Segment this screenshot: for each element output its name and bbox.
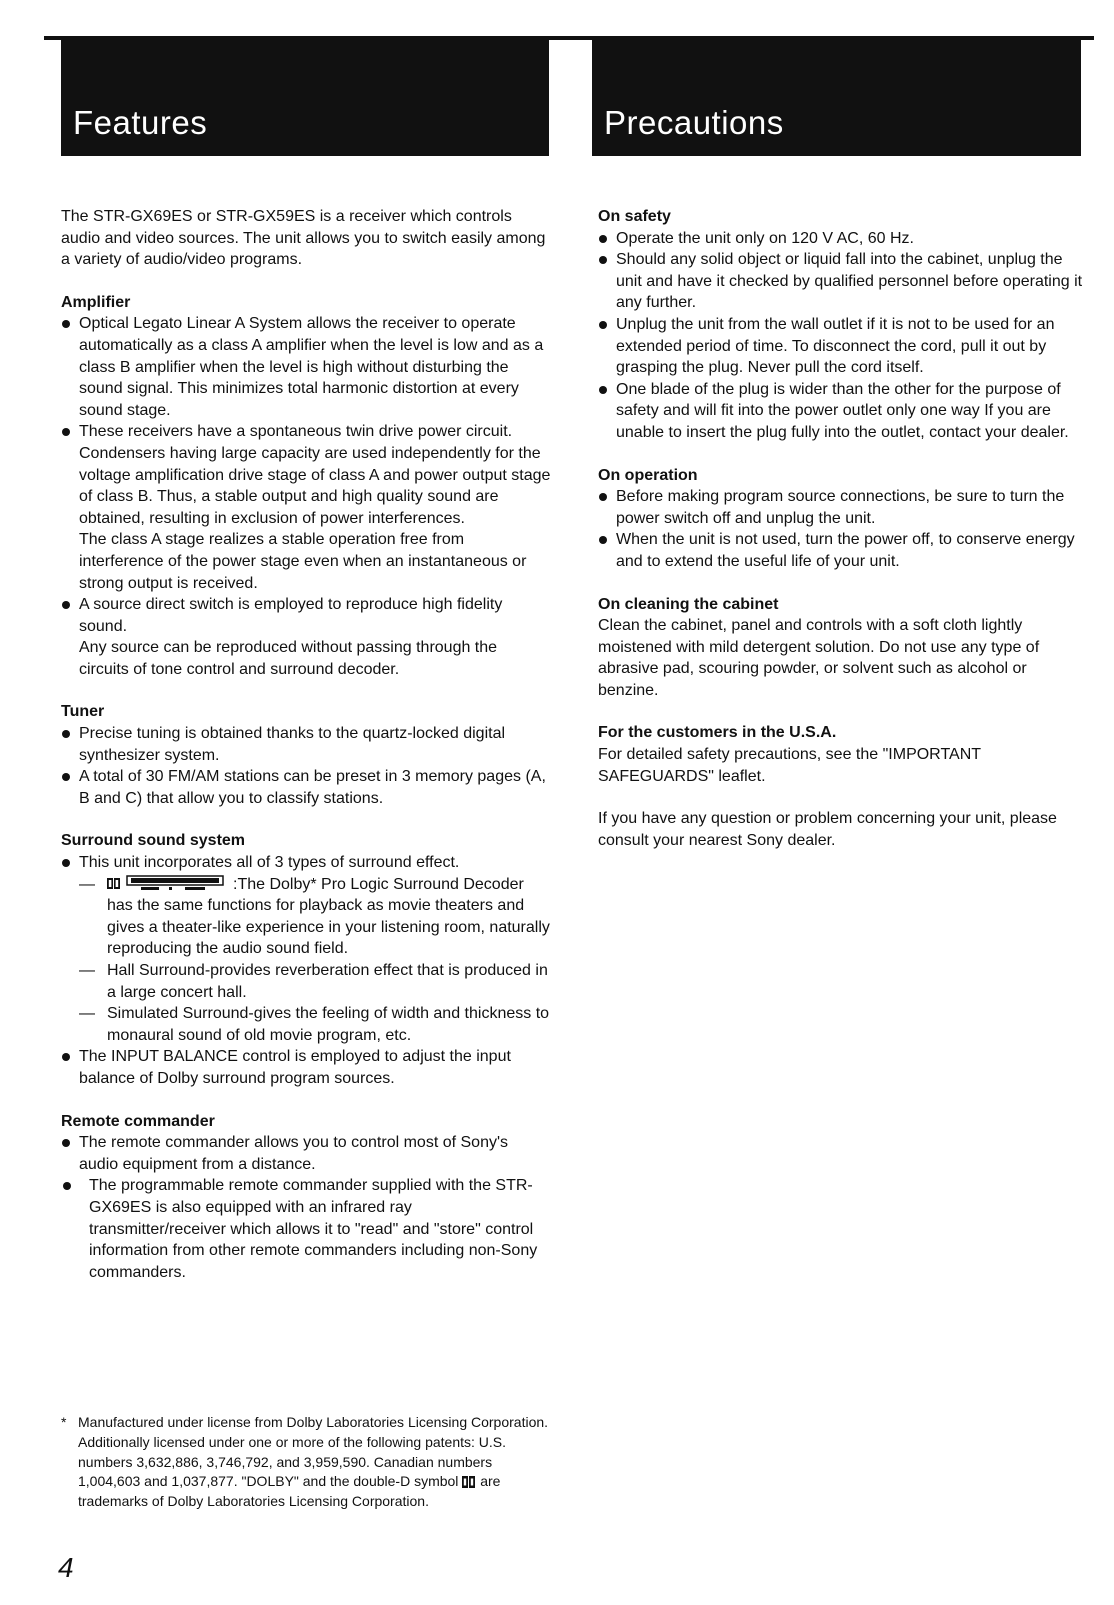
- surround-list-2: [61, 1046, 551, 1089]
- bullet-icon: [62, 428, 70, 436]
- features-intro: The STR-GX69ES or STR-GX59ES is a receiver which controls audio and video sources. The unit allows you to switch easily among a variety of audio/video programs.: [61, 208, 546, 269]
- safety-list: [598, 228, 1088, 444]
- bullet-icon: [62, 601, 70, 609]
- list-item-text: Operate the unit only on 120 V AC, 60 Hz.: [616, 229, 914, 247]
- list-item: [598, 314, 1088, 379]
- double-d-icon: [462, 1476, 476, 1488]
- footnote-text-end: are trademarks of Dolby Laboratories Licensing Corporation.: [78, 1473, 501, 1510]
- list-item-text: When the unit is not used, turn the power off, to conserve energy and to extend the useful life of your unit.: [616, 531, 1075, 570]
- safety-heading: On safety: [598, 208, 671, 225]
- bullet-icon: [62, 773, 70, 781]
- bullet-icon: [62, 859, 70, 867]
- list-item: [61, 1175, 551, 1283]
- surround-list: [61, 852, 551, 874]
- safety-section: [598, 206, 1088, 444]
- precautions-column: [598, 206, 1088, 851]
- bullet-icon: [599, 235, 607, 243]
- usa-heading: For the customers in the U.S.A.: [598, 724, 837, 742]
- dash-mark: —: [79, 875, 95, 893]
- list-item: [598, 249, 1088, 314]
- precautions-title: Precautions: [604, 104, 784, 141]
- amplifier-list: [61, 313, 551, 680]
- operation-heading: On operation: [598, 466, 698, 484]
- tuner-heading: Tuner: [61, 703, 105, 721]
- bullet-icon: [62, 320, 70, 328]
- list-item-text: One blade of the plug is wider than the other for the purpose of safety and will fit into the power outlet only one way If you are unable to insert the plug fully into the outlet, contact your dealer.: [616, 380, 1069, 441]
- list-item-text: Should any solid object or liquid fall into the cabinet, unplug the unit and have it checked by qualified personnel before operating it any further.: [616, 251, 1083, 312]
- footnote-star: *: [61, 1414, 67, 1430]
- list-item: [61, 1046, 551, 1089]
- list-item: [598, 379, 1088, 444]
- list-item-text: The programmable remote commander supplied with the STR-GX69ES is also equipped with an infrared ray transmitter/receiver which allows it to "read" and "store" control information from other remote commanders including non-Sony commanders.: [89, 1177, 538, 1281]
- list-item: [61, 313, 551, 421]
- dash-item: [61, 960, 551, 1003]
- list-item: [61, 723, 551, 766]
- list-item: [61, 594, 551, 680]
- tuner-list: [61, 723, 551, 809]
- bullet-icon: [599, 536, 607, 544]
- usa-text: For detailed safety precautions, see the "IMPORTANT SAFEGUARDS" leaflet.: [598, 746, 981, 785]
- bullet-icon: [62, 1139, 70, 1147]
- cleaning-text: Clean the cabinet, panel and controls with a soft cloth lightly moistened with mild detergent solution. Do not use any type of abrasive pad, scouring powder, or solvent such as alcohol or benzine.: [598, 617, 1040, 699]
- bullet-icon: [62, 1053, 70, 1061]
- dolby-surround-pro-logic-logo: [107, 874, 229, 894]
- dash-item: [61, 874, 551, 960]
- list-item: [61, 1132, 551, 1175]
- list-item-text: This unit incorporates all of 3 types of surround effect.: [79, 854, 460, 872]
- closing-section: [598, 808, 1088, 851]
- remote-heading: Remote commander: [61, 1112, 215, 1130]
- amplifier-section: [61, 292, 551, 681]
- dash-item: [61, 1003, 551, 1046]
- list-item-text: These receivers have a spontaneous twin drive power circuit. Condensers having large capacity are used independently for the voltage amplification drive stage of class A and power output stage of class B. Thus, a stable output and high quality sound are obtained, resulting in exclusion of power interferences.: [79, 423, 551, 527]
- list-item-text: Optical Legato Linear A System allows the receiver to operate automatically as a class A amplifier when the level is low and as a class B amplifier when the level is high without disturbing the sound signal. This minimizes total harmonic distortion at every sound stage.: [79, 315, 544, 419]
- operation-list: [598, 486, 1088, 572]
- bullet-icon: [599, 256, 607, 264]
- list-item: [61, 852, 551, 874]
- footnote-text: Manufactured under license from Dolby Laboratories Licensing Corporation. Additionally licensed under one or more of the following patents: U.S. numbers 3,632,886, 3,746,792, and 3,959,590. Canadian numbers 1,004,603 and 1,037,877. "DOLBY" and the double-D symbol: [78, 1414, 549, 1490]
- dash-text: Simulated Surround-gives the feeling of width and thickness to monaural sound of old movie program, etc.: [107, 1005, 550, 1044]
- list-item-text: Before making program source connections, be sure to turn the power switch off and unplug the unit.: [616, 488, 1065, 527]
- remote-list: [61, 1132, 551, 1283]
- bullet-icon: [62, 730, 70, 738]
- list-item-text: The remote commander allows you to control most of Sony's audio equipment from a distance.: [79, 1134, 509, 1173]
- closing-text: If you have any question or problem concerning your unit, please consult your nearest Sony dealer.: [598, 810, 1057, 849]
- bullet-icon: [599, 386, 607, 394]
- features-column: [61, 206, 551, 1283]
- features-title: Features: [73, 104, 208, 141]
- list-item-text: The INPUT BALANCE control is employed to adjust the input balance of Dolby surround program sources.: [79, 1048, 511, 1087]
- list-item: [61, 421, 551, 594]
- dolby-footnote: [61, 1413, 551, 1512]
- usa-section: [598, 722, 1088, 787]
- dash-text: Hall Surround-provides reverberation effect that is produced in a large concert hall.: [107, 962, 548, 1001]
- list-item-text: Precise tuning is obtained thanks to the quartz-locked digital synthesizer system.: [79, 725, 506, 764]
- list-item-text: A total of 30 FM/AM stations can be preset in 3 memory pages (A, B and C) that allow you to classify stations.: [79, 768, 546, 807]
- dash-mark: —: [79, 1005, 95, 1023]
- precautions-banner: [592, 38, 1081, 156]
- list-item: [61, 766, 551, 809]
- list-item-text: A source direct switch is employed to reproduce high fidelity sound.: [79, 596, 503, 635]
- surround-section: [61, 830, 551, 1089]
- list-item: [598, 486, 1088, 529]
- list-item-text: Any source can be reproduced without passing through the circuits of tone control and surround decoder.: [79, 639, 498, 678]
- features-banner: [61, 38, 549, 156]
- list-item-text: The class A stage realizes a stable operation free from interference of the power stage even when an instantaneous or strong output is received.: [79, 531, 527, 592]
- operation-section: [598, 465, 1088, 573]
- list-item: [598, 529, 1088, 572]
- dash-text: :The Dolby* Pro Logic Surround Decoder has the same functions for playback as movie theaters and gives a theater-like experience in your listening room, naturally reproducing the audio sound field.: [107, 875, 550, 958]
- bullet-icon: [599, 493, 607, 501]
- remote-section: [61, 1111, 551, 1284]
- amplifier-heading: Amplifier: [61, 293, 131, 311]
- dash-mark: —: [79, 962, 95, 979]
- list-item-text: Unplug the unit from the wall outlet if it is not to be used for an extended period of time. To disconnect the cord, pull it out by grasping the plug. Never pull the cord itself.: [616, 315, 1055, 377]
- cleaning-heading: On cleaning the cabinet: [598, 595, 779, 613]
- cleaning-section: [598, 594, 1088, 702]
- bullet-icon: [599, 321, 607, 329]
- page-number: 4: [58, 1552, 74, 1583]
- bullet-icon: [63, 1182, 71, 1190]
- surround-heading: Surround sound system: [61, 832, 246, 850]
- list-item: [598, 228, 1088, 250]
- tuner-section: [61, 701, 551, 809]
